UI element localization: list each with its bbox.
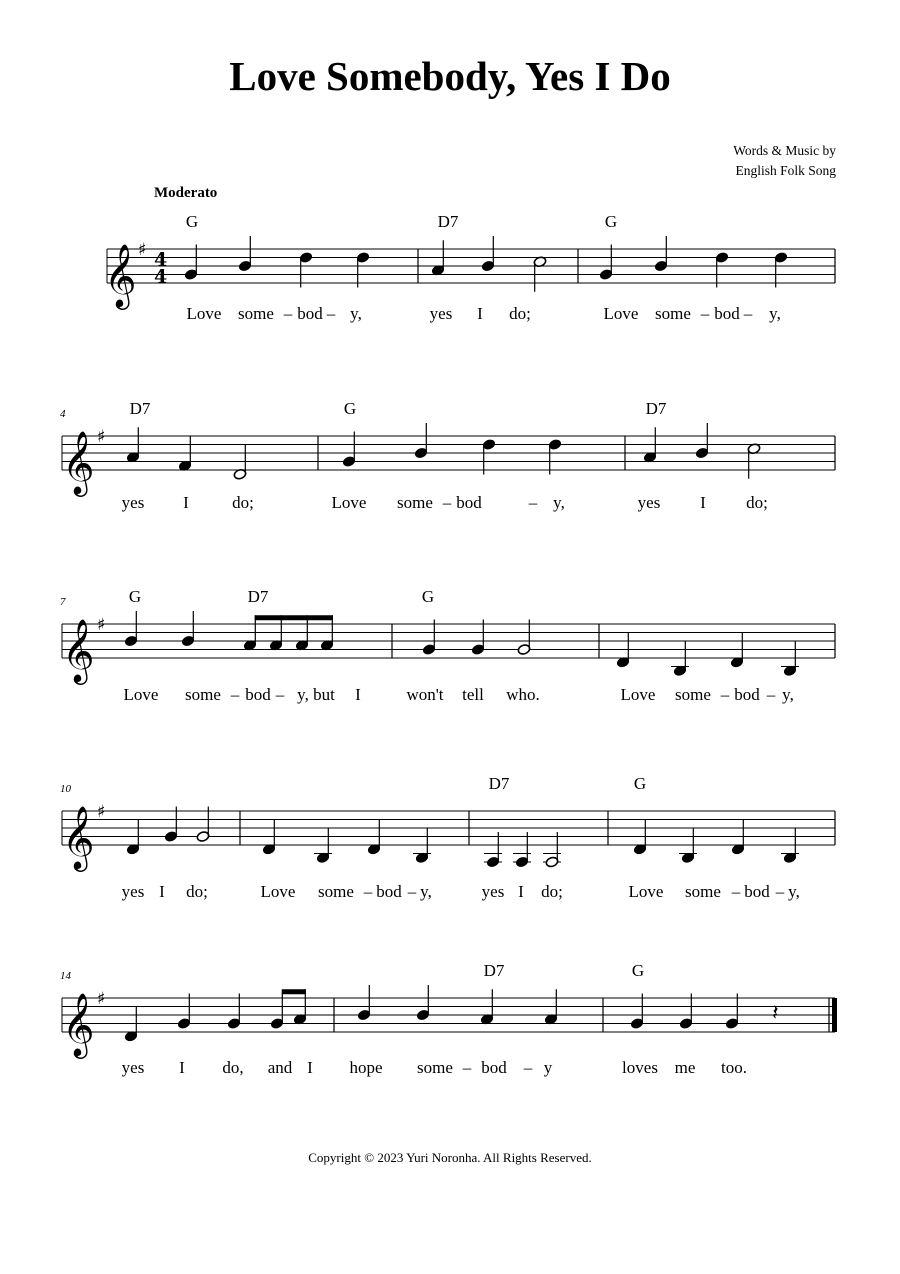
lyric-hyphen: – [743,304,753,323]
lyric-syllable: some [318,882,354,901]
lyric-syllable: won't [406,685,444,704]
lyric-hyphen: – [283,304,293,323]
lyric-syllable: do; [186,882,208,901]
sharp-key-signature-icon: ♯ [97,802,106,822]
lyric-syllable: bod [481,1058,507,1077]
lyric-syllable: some [397,493,433,512]
lyric-syllable: tell [462,685,484,704]
lyric-syllable: do; [232,493,254,512]
lyric-syllable: y, [788,882,800,901]
tempo-marking: Moderato [154,185,218,201]
lyric-syllable: too. [721,1058,747,1077]
chord-symbol: D7 [247,587,269,606]
lyric-syllable: I [518,882,524,901]
lyric-syllable: me [674,1058,696,1077]
lyric-syllable: Love [186,304,222,323]
lyric-syllable: do, [222,1058,244,1077]
lyric-hyphen: – [766,685,776,704]
lyric-hyphen: – [775,882,785,901]
copyright-notice: Copyright © 2023 Yuri Noronha. All Rights Reserved. [308,1150,592,1165]
lyric-hyphen: – [230,685,240,704]
system-3 [60,587,835,704]
quarter-rest-icon: 𝄽 [772,1001,779,1026]
measure-number: 4 [60,408,66,420]
lyric-syllable: yes [121,882,145,901]
chord-symbol: G [633,774,647,793]
lyric-syllable: some [685,882,721,901]
treble-clef-icon: 𝄞 [62,430,95,494]
song-title: Love Somebody, Yes I Do [229,53,671,99]
chord-symbol: G [343,399,357,418]
lyric-syllable: yes [429,304,453,323]
lyric-syllable: hope [349,1058,383,1077]
lyric-hyphen: – [731,882,741,901]
lyric-syllable: yes [481,882,505,901]
credits-line-1: Words & Music by [733,143,836,158]
lyric-syllable: Love [331,493,367,512]
lyric-syllable: I [477,304,483,323]
lyric-syllable: I [179,1058,185,1077]
credits-line-2: English Folk Song [735,163,836,178]
lyric-syllable: y, [553,493,565,512]
chord-symbol: G [421,587,435,606]
final-thick-barline [832,998,837,1032]
chord-symbol: G [604,212,618,231]
lyric-hyphen: – [462,1058,472,1077]
lyric-syllable: Love [260,882,296,901]
treble-clef-icon: 𝄞 [104,243,137,307]
lyric-syllable: Love [603,304,639,323]
time-signature-bottom: 4 [154,266,168,288]
sharp-key-signature-icon: ♯ [138,240,147,260]
lyric-syllable: I [355,685,361,704]
lyric-hyphen: – [363,882,373,901]
chord-symbol: G [185,212,199,231]
lyric-syllable: y, [769,304,781,323]
system-2 [60,399,835,512]
lyric-hyphen: – [523,1058,533,1077]
lyric-syllable: who. [506,685,540,704]
lyric-syllable: some [185,685,221,704]
lyric-syllable: yes [637,493,661,512]
lyric-hyphen: – [442,493,452,512]
chord-symbol: D7 [645,399,667,418]
lyric-syllable: y [543,1058,553,1077]
system-5 [60,961,837,1077]
eighth-beam [282,989,306,994]
lyric-syllable: Love [123,685,159,704]
treble-clef-icon: 𝄞 [62,992,95,1056]
sharp-key-signature-icon: ♯ [97,427,106,447]
sharp-key-signature-icon: ♯ [97,615,106,635]
lyric-syllable: yes [121,493,145,512]
lyric-syllable: some [655,304,691,323]
lyric-syllable: yes [121,1058,145,1077]
lyric-syllable: do; [541,882,563,901]
measure-number: 7 [60,596,66,608]
lyric-syllable: I [307,1058,313,1077]
lyric-syllable: I [183,493,189,512]
lyric-syllable: y, [420,882,432,901]
lyric-syllable: Love [620,685,656,704]
chord-symbol: G [128,587,142,606]
lyric-syllable: some [675,685,711,704]
lyric-syllable: y, [297,685,309,704]
treble-clef-icon: 𝄞 [62,618,95,682]
lyric-syllable: bod [245,685,271,704]
lyric-hyphen: – [326,304,336,323]
time-signature-top: 4 [154,249,168,271]
lyric-syllable: but [313,685,335,704]
chord-symbol: D7 [129,399,151,418]
lyric-syllable: do; [509,304,531,323]
lyric-syllable: bod [744,882,770,901]
treble-clef-icon: 𝄞 [62,805,95,869]
lyric-syllable: I [159,882,165,901]
lyric-syllable: y, [782,685,794,704]
lyric-syllable: and [267,1058,293,1077]
lyric-hyphen: – [275,685,285,704]
lyric-syllable: bod [376,882,402,901]
measure-number: 10 [60,783,71,795]
system-4 [60,774,835,901]
lyric-hyphen: – [528,493,538,512]
lyric-syllable: I [700,493,706,512]
lyric-syllable: bod [297,304,323,323]
lyric-syllable: Love [628,882,664,901]
sharp-key-signature-icon: ♯ [97,989,106,1009]
lyric-syllable: loves [622,1058,658,1077]
lyric-hyphen: – [700,304,710,323]
lyric-syllable: some [417,1058,453,1077]
chord-symbol: D7 [483,961,505,980]
chord-symbol: G [631,961,645,980]
lyric-syllable: bod [734,685,760,704]
lyric-hyphen: – [720,685,730,704]
chord-symbol: D7 [488,774,510,793]
measure-number: 14 [60,970,71,982]
lyric-hyphen: – [407,882,417,901]
lyric-syllable: bod [714,304,740,323]
lyric-syllable: do; [746,493,768,512]
chord-symbol: D7 [437,212,459,231]
lyric-syllable: y, [350,304,362,323]
eighth-beam [255,615,333,620]
system-1 [104,212,835,323]
lyric-syllable: bod [456,493,482,512]
lyric-syllable: some [238,304,274,323]
